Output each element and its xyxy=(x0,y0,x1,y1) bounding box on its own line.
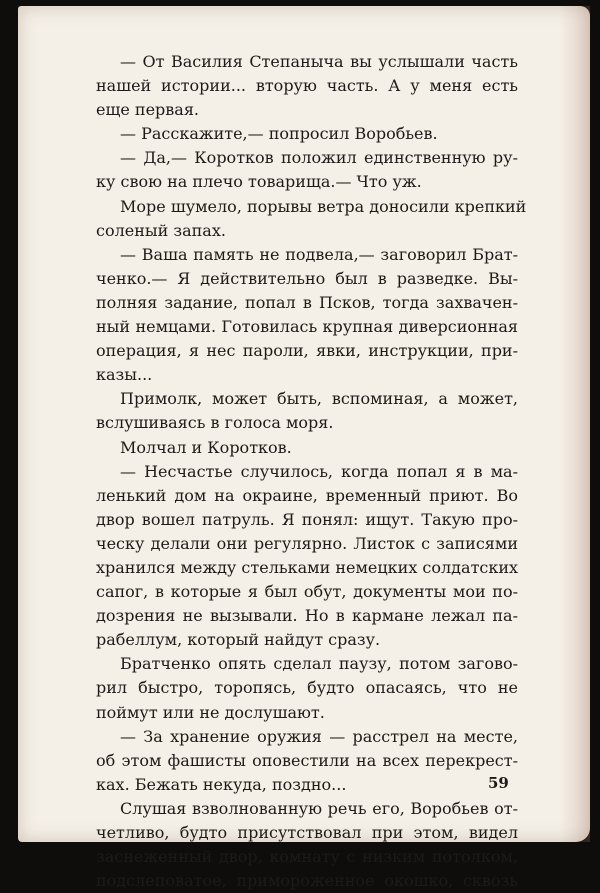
text-line: ный немцами. Готовилась крупная диверсионная xyxy=(96,317,518,337)
book-page xyxy=(18,6,590,891)
text-line: ческу делали они регулярно. Листок с записями xyxy=(96,533,518,553)
text-line: Слушая взволнованную речь его, Воробьев от- xyxy=(120,798,518,818)
text-line: заснеженный двор, комнату с низким потолком, xyxy=(96,847,518,867)
page-number: 59 xyxy=(488,774,509,792)
text-line: полняя задание, попал в Псков, тогда захвачен- xyxy=(96,292,518,312)
text-line: вслушиваясь в голоса моря. xyxy=(96,413,334,433)
text-line: Молчал и Коротков. xyxy=(120,437,292,457)
text-line: — Несчастье случилось, когда попал я в ма- xyxy=(120,461,518,481)
text-line: рабеллум, который найдут сразу. xyxy=(96,630,381,650)
text-line: сапог, в которые я был обут, документы мои по- xyxy=(96,582,518,602)
text-line: рил быстро, торопясь, будто опасаясь, что не xyxy=(96,678,518,698)
text-line: ках. Бежать некуда, поздно... xyxy=(96,774,347,794)
text-line: нашей истории... вторую часть. А у меня есть xyxy=(96,76,518,96)
text-line: ченко.— Я действительно был в разведке. Вы- xyxy=(96,268,518,288)
text-line: операция, я нес пароли, явки, инструкции, при- xyxy=(96,341,518,361)
text-line: — Расскажите,— попросил Воробьев. xyxy=(120,124,438,144)
text-line: еще первая. xyxy=(96,100,199,120)
text-line: Братченко опять сделал паузу, потом загово- xyxy=(120,654,518,674)
text-line: Море шумело, порывы ветра доносили крепкий xyxy=(120,196,527,216)
text-line: Примолк, может быть, вспоминая, а может, xyxy=(120,389,518,409)
text-line: казы... xyxy=(96,365,153,385)
text-line: ленький дом на окраине, временный приют. Во xyxy=(96,485,518,505)
text-line: хранился между стельками немецких солдатских xyxy=(96,557,519,577)
text-line: четливо, будто присутствовал при этом, видел xyxy=(96,823,518,842)
text-line: — От Василия Степаныча вы услышали часть xyxy=(120,52,518,71)
text-line: ку свою на плечо товарища.— Что уж. xyxy=(96,172,422,192)
text-line: подслеповатое, приморoженное окошко, сквозь xyxy=(96,871,518,891)
text-line: двор вошел патруль. Я понял: ищут. Такую про- xyxy=(96,509,518,529)
text-line: дозрения не вызывали. Но в кармане лежал па- xyxy=(96,606,518,626)
text-line: — За хранение оружия — расстрел на месте, xyxy=(120,726,518,746)
text-line: — Ваша память не подвела,— заговорил Брат- xyxy=(120,244,518,264)
text-line: об этом фашисты оповестили на всех перекрест- xyxy=(96,750,518,770)
text-line: соленый запах. xyxy=(96,220,226,240)
body-text xyxy=(96,50,527,893)
text-line: поймут или не дослушают. xyxy=(96,702,325,722)
text-line: — Да,— Коротков положил единственную ру- xyxy=(120,148,518,168)
